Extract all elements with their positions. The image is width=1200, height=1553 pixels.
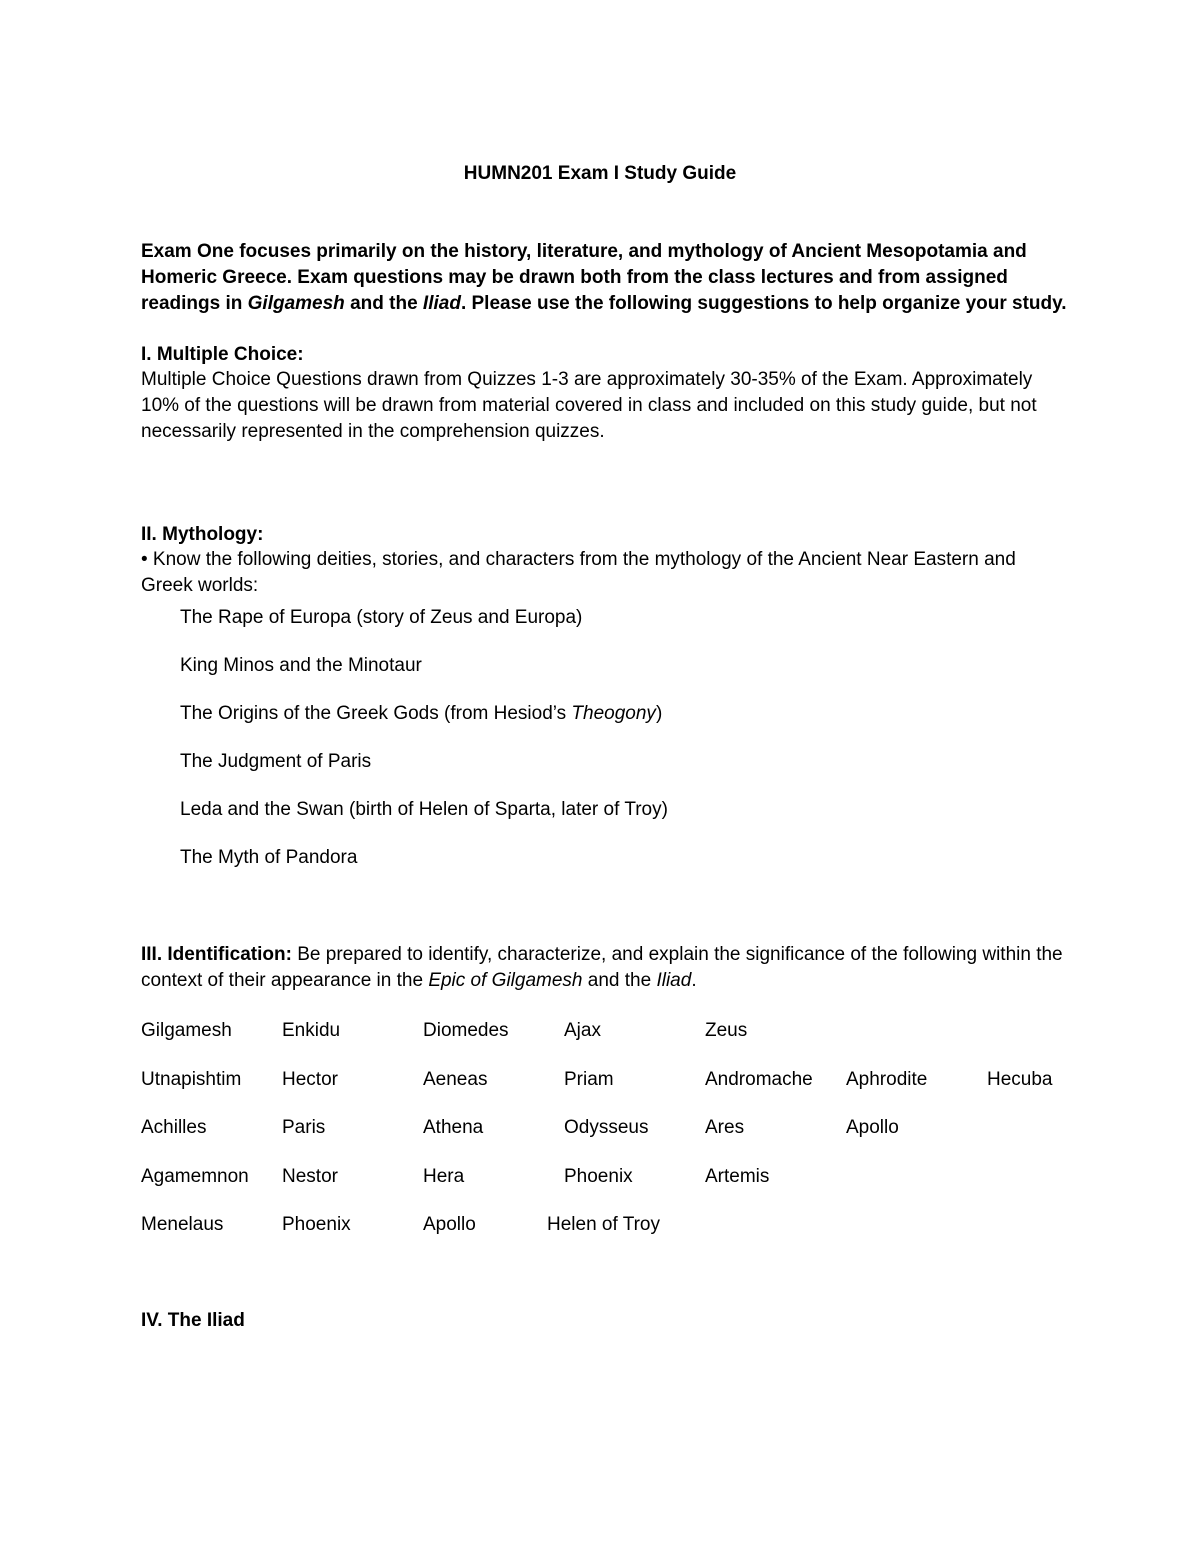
intro-paragraph bbox=[141, 239, 1071, 317]
name-cell: Helen of Troy bbox=[547, 1214, 660, 1235]
name-cell: Phoenix bbox=[282, 1214, 351, 1235]
mythology-list bbox=[180, 605, 668, 893]
name-cell: Diomedes bbox=[423, 1020, 509, 1041]
list-item bbox=[180, 701, 668, 749]
section-3-italic-epic: Epic of Gilgamesh bbox=[428, 970, 583, 991]
name-cell: Nestor bbox=[282, 1165, 338, 1187]
list-item: Leda and the Swan (birth of Helen of Sparta, later of Troy) bbox=[180, 799, 668, 820]
name-cell: Priam bbox=[564, 1068, 614, 1090]
section-2-intro-text: Know the following deities, stories, and characters from the mythology of the Ancient Near Eastern and Greek worlds: bbox=[141, 549, 1016, 596]
name-cell: Athena bbox=[423, 1117, 484, 1138]
list-item: King Minos and the Minotaur bbox=[180, 655, 422, 676]
name-cell: Aphrodite bbox=[846, 1068, 928, 1090]
name-cell: Ares bbox=[705, 1117, 745, 1138]
names-row bbox=[141, 1115, 1101, 1164]
list-item: The Rape of Europa (story of Zeus and Europa) bbox=[180, 607, 583, 628]
name-cell: Zeus bbox=[705, 1020, 748, 1041]
name-cell: Menelaus bbox=[141, 1214, 224, 1235]
name-cell: Achilles bbox=[141, 1117, 207, 1138]
section-2-intro bbox=[141, 547, 1071, 599]
name-cell: Hector bbox=[282, 1068, 338, 1090]
name-cell: Apollo bbox=[846, 1117, 899, 1138]
page-title: HUMN201 Exam I Study Guide bbox=[463, 163, 737, 184]
section-3-text-2: and the bbox=[582, 970, 657, 991]
list-item-text: The Origins of the Greek Gods (from Hesiod’s bbox=[180, 703, 572, 724]
list-item-end: ) bbox=[655, 703, 663, 724]
names-row bbox=[141, 1067, 1101, 1116]
identification-names-grid bbox=[141, 1018, 1101, 1258]
name-cell: Apollo bbox=[423, 1214, 476, 1235]
name-cell: Utnapishtim bbox=[141, 1068, 242, 1090]
name-cell: Hera bbox=[423, 1165, 465, 1187]
name-cell: Hecuba bbox=[987, 1068, 1053, 1090]
intro-text-3: . Please use the following suggestions to help organize your study. bbox=[460, 293, 1067, 314]
list-item-italic-theogony: Theogony bbox=[571, 703, 656, 724]
name-cell: Ajax bbox=[564, 1020, 601, 1041]
intro-italic-gilgamesh: Gilgamesh bbox=[247, 293, 345, 314]
section-3-heading: III. Identification: bbox=[141, 944, 292, 965]
name-cell: Gilgamesh bbox=[141, 1020, 232, 1041]
names-row bbox=[141, 1164, 1101, 1213]
names-row bbox=[141, 1018, 1101, 1067]
name-cell: Andromache bbox=[705, 1068, 813, 1090]
list-item: The Judgment of Paris bbox=[180, 751, 372, 772]
list-item: The Myth of Pandora bbox=[180, 847, 358, 868]
intro-italic-iliad: Iliad bbox=[422, 293, 461, 314]
section-4-heading: IV. The Iliad bbox=[141, 1310, 245, 1331]
name-cell: Phoenix bbox=[564, 1165, 633, 1187]
section-3-italic-iliad: Iliad bbox=[656, 970, 692, 991]
section-1-body: Multiple Choice Questions drawn from Quizzes 1-3 are approximately 30-35% of the Exam. Approximately 10% of the questions will be drawn from material covered in class and included on this study guide, but not necessarily represented in the comprehension quizzes. bbox=[141, 369, 1037, 442]
names-row bbox=[141, 1212, 1101, 1261]
section-1-heading: I. Multiple Choice: bbox=[141, 344, 304, 365]
bullet-icon: • bbox=[141, 549, 148, 570]
intro-text-2: and the bbox=[344, 293, 423, 314]
name-cell: Enkidu bbox=[282, 1020, 341, 1041]
name-cell: Artemis bbox=[705, 1165, 770, 1187]
intro-text-1: Exam One focuses primarily on the history, literature, and mythology of Ancient Mesopotamia and Homeric Greece. Exam questions may be drawn both from the class lectures and from assigned readings in bbox=[141, 241, 1027, 314]
section-2-heading: II. Mythology: bbox=[141, 524, 264, 545]
name-cell: Agamemnon bbox=[141, 1165, 249, 1187]
section-3-text-3: . bbox=[691, 970, 697, 991]
name-cell: Paris bbox=[282, 1117, 326, 1138]
section-3-text-1: Be prepared to identify, characterize, and explain the significance of the following within the context of their appearance in the bbox=[141, 944, 1063, 991]
name-cell: Aeneas bbox=[423, 1068, 488, 1090]
section-3-paragraph bbox=[141, 942, 1071, 994]
name-cell: Odysseus bbox=[564, 1117, 649, 1138]
